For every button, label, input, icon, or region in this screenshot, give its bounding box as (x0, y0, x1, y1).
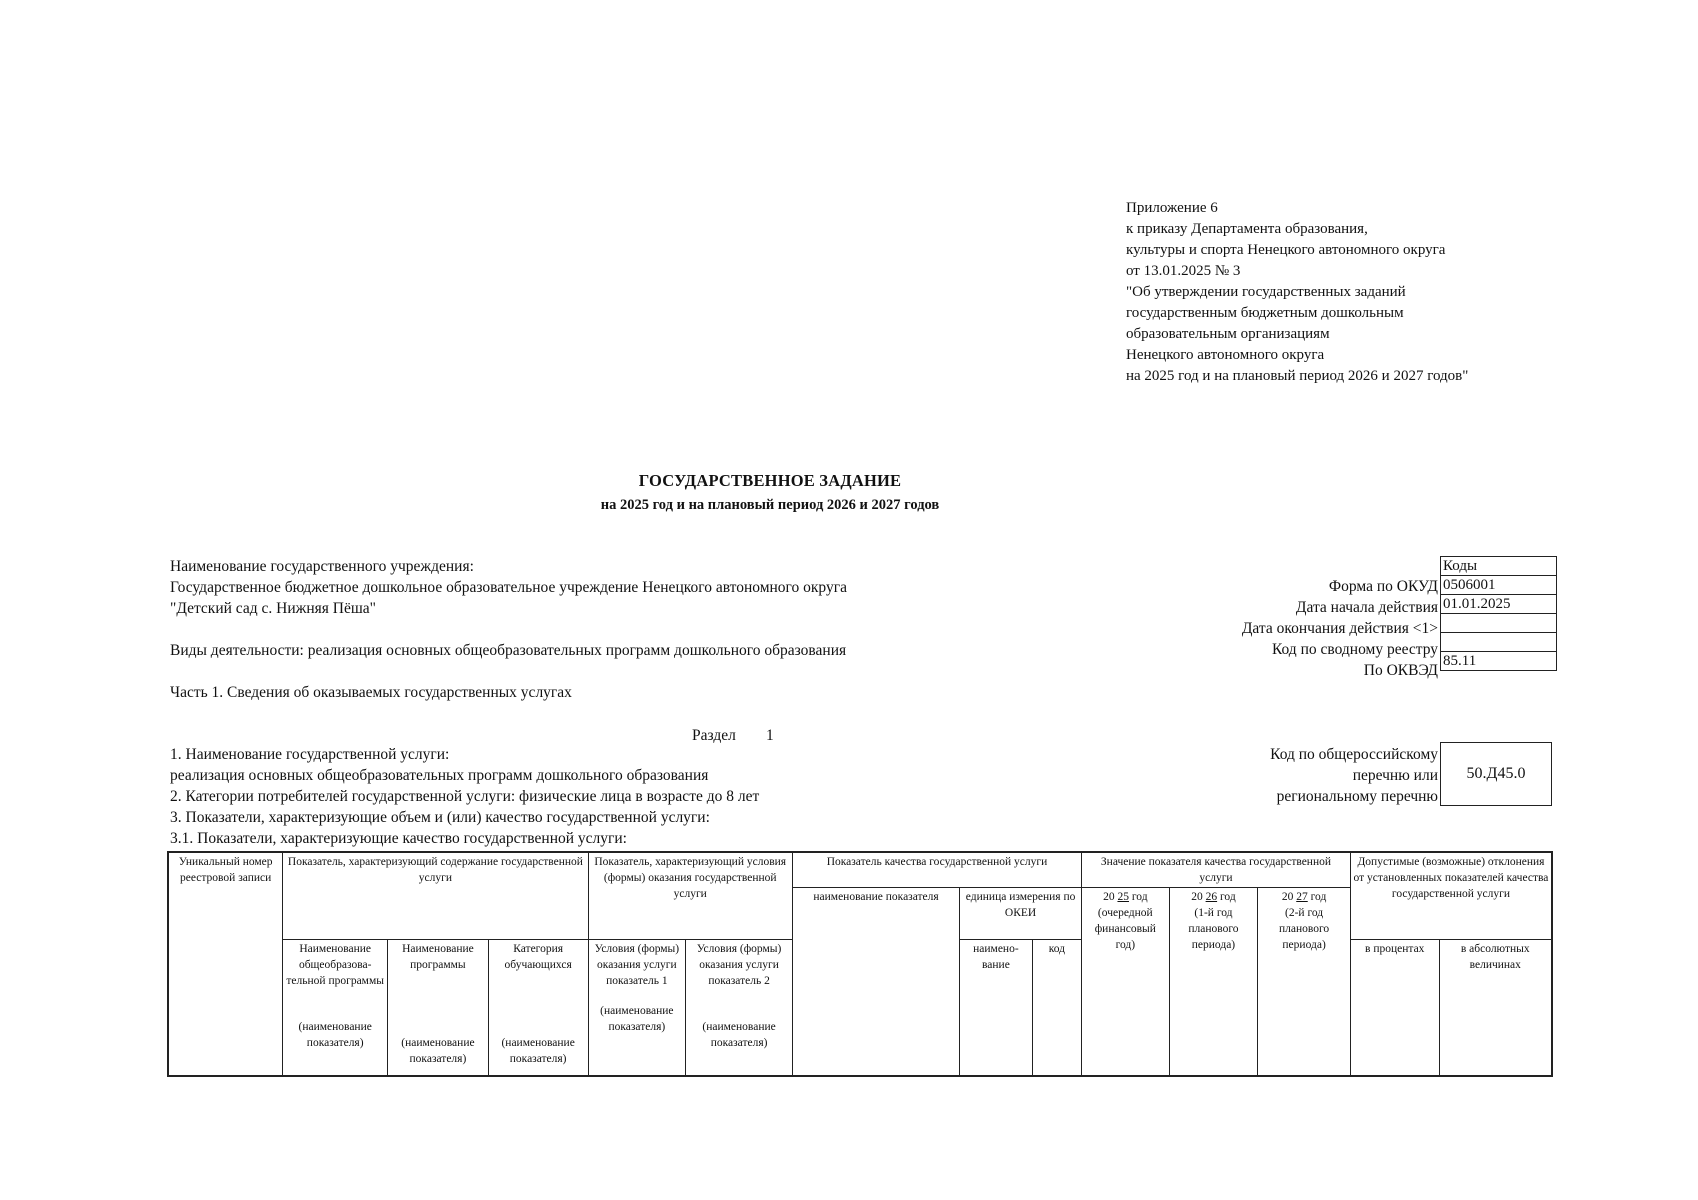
service-code-label-2: перечню или (1352, 767, 1438, 784)
header-year-1: 20 25 год (очередной финансовый год) (1082, 888, 1170, 1076)
section-number: 1 (766, 727, 774, 744)
indicators-heading: 3. Показатели, характеризующие объем и (или) качество государственной услуги: (170, 809, 710, 826)
appendix-line: на 2025 год и на плановый период 2026 и 2027 годов" (1126, 368, 1469, 384)
appendix-block (1126, 198, 1468, 387)
header-quality-indicator: Показатель качества государственной услуги (792, 852, 1081, 888)
codes-header: Коды (1441, 557, 1557, 576)
appendix-line: от 13.01.2025 № 3 (1126, 263, 1241, 279)
header-unit-code: код (1032, 940, 1081, 1076)
header-program-name-general: Наименование общеобразова-тельной программы (наименование показателя) (283, 940, 388, 1076)
appendix-line: к приказу Департамента образования, (1126, 221, 1368, 237)
service-code-box: 50.Д45.0 (1440, 742, 1552, 806)
header-condition-2: Условия (формы) оказания услуги показатель 2 (наименование показателя) (686, 940, 793, 1076)
code-label-registry: Код по сводному реестру (1271, 641, 1438, 658)
header-deviation: Допустимые (возможные) отклонения от установленных показателей качества государственной услуги (1350, 852, 1552, 940)
section-label: Раздел (692, 727, 736, 744)
document-title: ГОСУДАРСТВЕННОЕ ЗАДАНИЕ (638, 471, 902, 490)
activities-line: Виды деятельности: реализация основных общеобразовательных программ дошкольного образования (170, 642, 847, 659)
institution-label: Наименование государственного учреждения: (170, 558, 474, 575)
quality-heading: 3.1. Показатели, характеризующие качество государственной услуги: (170, 830, 627, 847)
service-name: реализация основных общеобразовательных программ дошкольного образования (170, 767, 709, 784)
institution-name-line2: "Детский сад с. Нижняя Пёша" (170, 600, 376, 617)
institution-name-line1: Государственное бюджетное дошкольное образовательное учреждение Ненецкого автономного округа (170, 579, 847, 596)
header-year-3: 20 27 год (2-й год планового периода) (1258, 888, 1351, 1076)
codes-table (1440, 556, 1557, 671)
quality-table (167, 851, 1553, 1077)
header-deviation-percent: в процентах (1350, 940, 1439, 1076)
consumer-categories: 2. Категории потребителей государственной услуги: физические лица в возрасте до 8 лет (170, 788, 760, 805)
appendix-line: образовательным организациям (1126, 326, 1330, 342)
service-name-label: 1. Наименование государственной услуги: (170, 746, 450, 763)
code-value-registry (1441, 633, 1557, 652)
code-label-okud: Форма по ОКУД (1328, 578, 1438, 595)
header-deviation-absolute: в абсолютных величинах (1439, 940, 1552, 1076)
appendix-line: государственным бюджетным дошкольным (1126, 305, 1404, 321)
header-value: Значение показателя качества государственной услуги (1082, 852, 1351, 888)
header-unit-name: наимено-вание (960, 940, 1033, 1076)
header-year-2: 20 26 год (1-й год планового периода) (1169, 888, 1258, 1076)
code-value-end (1441, 614, 1557, 633)
document-subtitle: на 2025 год и на плановый период 2026 и 2027 годов (600, 497, 940, 513)
appendix-line: Приложение 6 (1126, 200, 1218, 216)
service-code-label-1: Код по общероссийскому (1270, 746, 1438, 763)
code-label-start: Дата начала действия (1295, 599, 1438, 616)
code-value-okud: 0506001 (1441, 576, 1557, 595)
appendix-line: культуры и спорта Ненецкого автономного округа (1126, 242, 1446, 258)
service-code-label-3: региональному перечню (1276, 788, 1438, 805)
header-condition-1: Условия (формы) оказания услуги показатель 1 (наименование показателя) (588, 940, 686, 1076)
code-value-start: 01.01.2025 (1441, 595, 1557, 614)
header-conditions-indicator: Показатель, характеризующий условия (формы) оказания государственной услуги (588, 852, 792, 940)
part-heading: Часть 1. Сведения об оказываемых государственных услугах (170, 684, 572, 701)
header-program-name: Наименование программы (наименование показателя) (388, 940, 489, 1076)
header-unique-number: Уникальный номер реестровой записи (168, 852, 283, 1076)
appendix-line: "Об утверждении государственных заданий (1126, 284, 1406, 300)
header-student-category: Категория обучающихся (наименование показателя) (488, 940, 588, 1076)
code-label-okved: По ОКВЭД (1363, 662, 1438, 679)
code-label-end: Дата окончания действия <1> (1241, 620, 1438, 637)
header-content-indicator: Показатель, характеризующий содержание государственной услуги (283, 852, 588, 940)
code-value-okved: 85.11 (1441, 652, 1557, 671)
appendix-line: Ненецкого автономного округа (1126, 347, 1325, 363)
header-quality-name: наименование показателя (792, 888, 959, 1076)
header-quality-unit: единица измерения по ОКЕИ (960, 888, 1082, 940)
